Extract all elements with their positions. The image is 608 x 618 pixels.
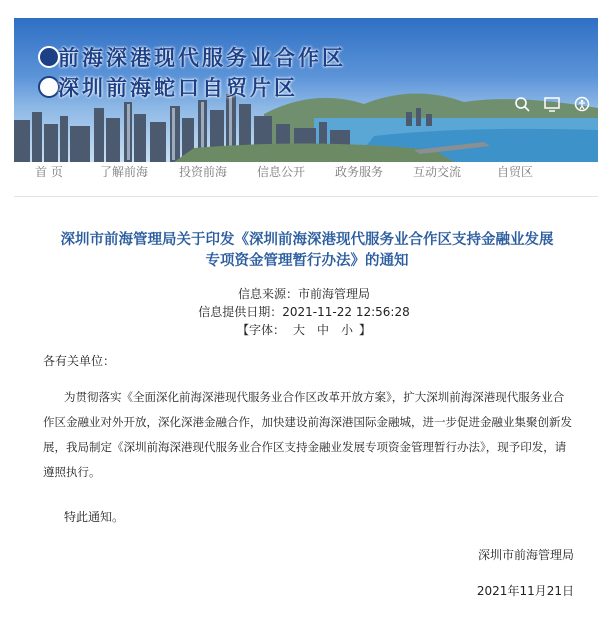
body-line: 作区金融业对外开放，深化深港金融合作，加快建设前海深港国际金融城，进一步促进金融业集聚创新发: [43, 415, 572, 429]
nav-home[interactable]: 首 页: [35, 165, 63, 179]
nav-government-services[interactable]: 政务服务: [334, 165, 383, 179]
header-banner: [14, 18, 598, 162]
nav-interaction[interactable]: 互动交流: [412, 165, 461, 179]
font-size-prefix: 【字体：: [236, 323, 285, 337]
article-title-line1: 深圳市前海管理局关于印发《深圳前海深港现代服务业合作区支持金融业发展: [60, 232, 554, 248]
banner-title-line2: 深圳前海蛇口自贸片区: [58, 76, 298, 100]
body-line: 遵照执行。: [43, 465, 101, 479]
signature: 深圳市前海管理局: [477, 548, 574, 562]
document-date: 2021年11月21日: [476, 584, 574, 598]
article-title-line2: 专项资金管理暂行办法》的通知: [205, 253, 409, 269]
banner-title-line1: 前海深港现代服务业合作区: [58, 46, 346, 70]
banner-tools: [514, 96, 590, 112]
body-line: 展，我局制定《深圳前海深港现代服务业合作区支持金融业发展专项资金管理暂行办法》，现予印发，请: [43, 440, 567, 454]
font-size-switcher: [0, 321, 608, 338]
qianhai-logo-icon: [38, 46, 60, 68]
nav-free-trade-zone[interactable]: 自贸区: [496, 165, 533, 179]
free-trade-zone-logo-icon: [38, 76, 60, 98]
search-icon[interactable]: [514, 96, 530, 112]
nav-info-disclosure[interactable]: 信息公开: [256, 165, 305, 179]
body-line: 为贯彻落实《全面深化前海深港现代服务业合作区改革开放方案》，扩大深圳前海深港现代服务业合: [64, 390, 565, 404]
font-large-button[interactable]: 大: [292, 323, 305, 337]
nav-about-qianhai[interactable]: 了解前海: [99, 165, 148, 179]
font-small-button[interactable]: 小: [341, 323, 354, 337]
main-nav: [14, 162, 598, 182]
screen-icon[interactable]: [544, 96, 560, 112]
accessibility-icon[interactable]: [574, 96, 590, 112]
salutation: 各有关单位：: [43, 354, 116, 368]
nav-divider: [14, 196, 598, 197]
nav-invest-qianhai[interactable]: 投资前海: [178, 165, 227, 179]
info-source: 信息来源：市前海管理局: [237, 287, 370, 301]
font-medium-button[interactable]: 中: [316, 323, 329, 337]
closing-notice: 特此通知。: [64, 510, 125, 524]
info-date: 信息提供日期：2021-11-22 12:56:28: [198, 305, 410, 319]
font-size-suffix: 】: [359, 323, 372, 337]
